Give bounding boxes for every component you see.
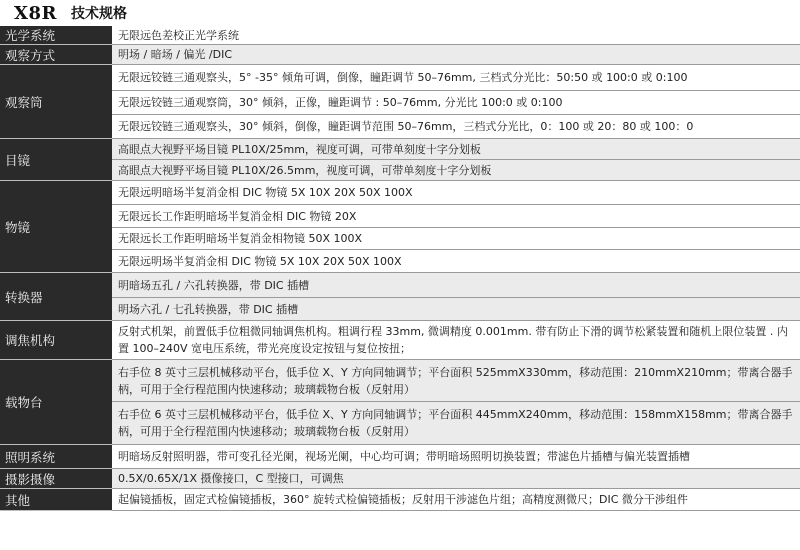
spec-value: 无限远明场半复消金相 DIC 物镜 5X 10X 20X 50X 100X [112,250,800,273]
spec-row [0,360,800,402]
header [0,0,800,26]
spec-row [0,469,800,489]
spec-row [0,321,800,360]
spec-row [0,205,800,228]
spec-row [0,445,800,469]
spec-value: 右手位 6 英寸三层机械移动平台，低手位 X、Y 方向同轴调节；平台面积 445mmX240mm，移动范围：158mmX158mm；带离合器手柄，可用于全行程范围内快速移动；玻璃载物台板（反射用） [112,402,800,445]
spec-row [0,273,800,298]
spec-table [0,26,800,511]
spec-label: 照明系统 [0,445,112,469]
spec-row [0,298,800,321]
spec-row [0,489,800,511]
page-title: 技术规格 [70,6,127,22]
spec-row [0,402,800,445]
spec-label: 其他 [0,489,112,511]
spec-label: 观察方式 [0,45,112,65]
spec-value: 无限远铰链三通观察头，5° -35° 倾角可调，倒像，瞳距调节 50–76mm, 三档式分光比：50:50 或 100:0 或 0:100 [112,65,800,91]
spec-label: 目镜 [0,139,112,181]
spec-label: 光学系统 [0,26,112,45]
spec-value: 明场 / 暗场 / 偏光 /DIC [112,45,800,65]
spec-value: 右手位 8 英寸三层机械移动平台，低手位 X、Y 方向同轴调节；平台面积 525mmX330mm，移动范围：210mmX210mm；带离合器手柄，可用于全行程范围内快速移动；玻璃载物台板（反射用） [112,360,800,402]
spec-label: 载物台 [0,360,112,445]
spec-label: 观察筒 [0,65,112,139]
spec-value: 明暗场五孔 / 六孔转换器，带 DIC 插槽 [112,273,800,298]
spec-value: 0.5X/0.65X/1X 摄像接口，C 型接口，可调焦 [112,469,800,489]
spec-row [0,228,800,250]
spec-row [0,181,800,205]
spec-label: 摄影摄像 [0,469,112,489]
spec-row [0,45,800,65]
spec-value: 高眼点大视野平场目镜 PL10X/26.5mm，视度可调，可带单刻度十字分划板 [112,160,800,181]
spec-value: 明场六孔 / 七孔转换器，带 DIC 插槽 [112,298,800,321]
spec-value: 无限远长工作距明暗场半复消金相物镜 50X 100X [112,228,800,250]
spec-value: 反射式机架，前置低手位粗微同轴调焦机构。粗调行程 33mm, 微调精度 0.001mm. 带有防止下滑的调节松紧装置和随机上限位装置 . 内置 100–240V 宽电压系统，带光亮度设定按钮与复位按扭； [112,321,800,360]
spec-row [0,250,800,273]
spec-label: 物镜 [0,181,112,273]
spec-value: 无限远铰链三通观察头，30° 倾斜，倒像，瞳距调节范围 50–76mm，三档式分光比，0：100 或 20：80 或 100：0 [112,115,800,139]
spec-row [0,65,800,91]
model-name: X8R [14,2,57,24]
spec-value: 无限远明暗场半复消金相 DIC 物镜 5X 10X 20X 50X 100X [112,181,800,205]
spec-value: 明暗场反射照明器，带可变孔径光阑，视场光阑，中心均可调；带明暗场照明切换装置；带滤色片插槽与偏光装置插槽 [112,445,800,469]
spec-value: 高眼点大视野平场目镜 PL10X/25mm，视度可调，可带单刻度十字分划板 [112,139,800,160]
spec-label: 调焦机构 [0,321,112,360]
spec-value: 无限远色差校正光学系统 [112,26,800,45]
spec-row [0,160,800,181]
spec-value: 起偏镜插板，固定式检偏镜插板，360° 旋转式检偏镜插板；反射用干涉滤色片组；高精度测微尺；DIC 微分干涉组件 [112,489,800,511]
spec-label: 转换器 [0,273,112,321]
spec-row [0,91,800,115]
spec-value: 无限远铰链三通观察筒，30° 倾斜，正像，瞳距调节 : 50–76mm, 分光比 100:0 或 0:100 [112,91,800,115]
spec-row [0,115,800,139]
spec-row [0,26,800,45]
spec-value: 无限远长工作距明暗场半复消金相 DIC 物镜 20X [112,205,800,228]
spec-row [0,139,800,160]
